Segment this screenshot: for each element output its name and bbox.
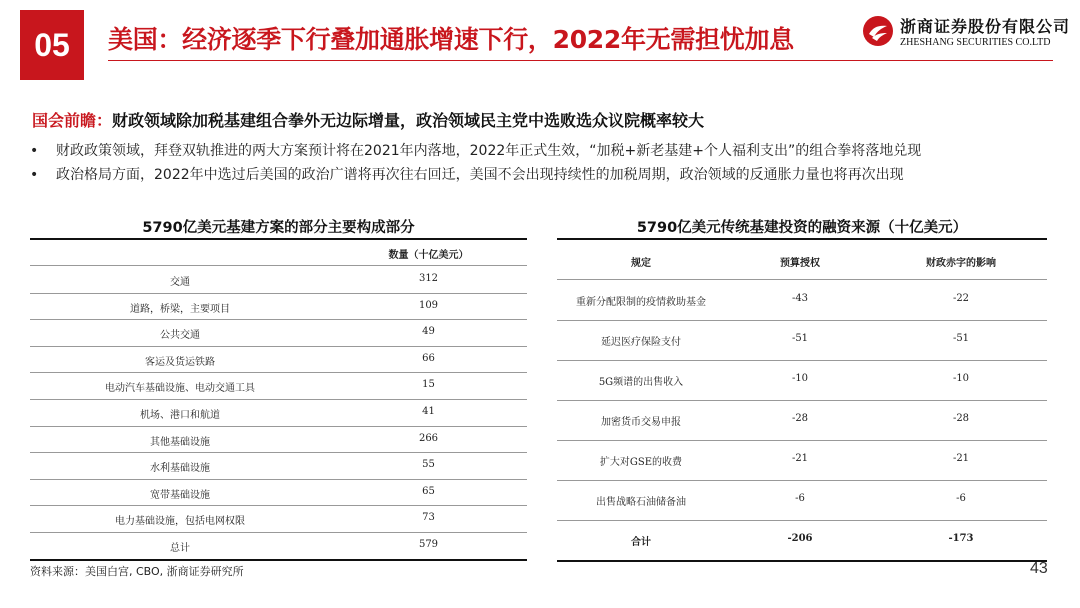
table1-cell-item: 水利基础设施: [150, 463, 210, 475]
table2-cell-deficit: -28: [952, 413, 970, 424]
headline-prefix: 国会前瞻：: [32, 111, 113, 130]
table1-cell-value: 55: [422, 459, 435, 471]
table2-cell-provision: 扩大对GSE的收费: [599, 457, 683, 468]
headline: [32, 108, 704, 131]
table1-cell-item: 公共交通: [160, 330, 200, 342]
table2-title: 5790亿美元传统基建投资的融资来源（十亿美元）: [636, 220, 968, 236]
bullet-item: [30, 164, 904, 184]
table1-cell-item: 道路，桥梁，主要项目: [130, 303, 230, 315]
table1-cell-item: 电力基础设施，包括电网权限: [115, 516, 245, 528]
table1-row-rule: [30, 319, 527, 320]
table2-cell-deficit: -10: [952, 373, 970, 384]
table1-row-rule: [30, 346, 527, 347]
logo-company-name: 浙商证券股份有限公司: [900, 17, 1071, 36]
headline-text: 财政领域除加税基建组合拳外无边际增量，政治领域民主党中选败选众议院概率较大: [112, 111, 705, 130]
table2-header-deficit: 财政赤字的影响: [926, 258, 996, 269]
table1-cell-value: 109: [418, 299, 439, 311]
section-number-badge: 05: [20, 10, 84, 80]
table2-cell-provision: 延迟医疗保险支付: [601, 337, 681, 348]
table1-cell-value: 73: [422, 512, 435, 524]
bullet-text: 财政政策领域，拜登双轨推进的两大方案预计将在2021年内落地，2022年正式生效，“加税+新老基建+个人福利支出”的组合拳将落地兑现: [56, 143, 922, 159]
table1-title: 5790亿美元基建方案的部分主要构成部分: [142, 220, 415, 236]
table2-cell-deficit: -22: [952, 293, 970, 304]
company-logo: [862, 14, 1070, 48]
table2-row-rule: [557, 480, 1047, 481]
bullet-dot-icon: •: [30, 167, 39, 183]
table2-row-rule: [557, 360, 1047, 361]
table1-cell-value: 66: [422, 352, 435, 364]
table1-cell-value: 41: [422, 406, 435, 417]
table1-cell-value: 65: [422, 485, 435, 497]
table2-total-label: 合计: [631, 537, 651, 548]
table1-row-rule: [30, 426, 527, 427]
table1-row-rule: [30, 293, 527, 294]
table2-cell-budget: -6: [795, 493, 805, 504]
title-divider: [108, 60, 1053, 61]
table2-cell-deficit: -21: [952, 453, 970, 464]
bullet-text: 政治格局方面，2022年中选过后美国的政治广谱将再次往右回迁，美国不会出现持续性的加税周期，政治领域的反通胀力量也将再次出现: [56, 167, 904, 183]
source-note: 资料来源：美国白宫, CBO, 浙商证券研究所: [30, 565, 244, 578]
table1-row-rule: [30, 399, 527, 400]
table1-cell-value: 15: [422, 379, 435, 391]
table1-header-amount: 数量（十亿美元）: [388, 250, 469, 261]
table1-bottom-rule: [30, 559, 527, 561]
table1-row-rule: [30, 532, 527, 533]
bullet-item: [30, 140, 921, 160]
table2-row-rule: [557, 320, 1047, 321]
table2-cell-budget: -28: [791, 413, 809, 424]
table1-row-rule: [30, 505, 527, 506]
table1-cell-value: 266: [418, 432, 439, 444]
page-number: 43: [1030, 560, 1048, 577]
page-title: 美国：经济逐季下行叠加通胀增速下行，2022年无需担忧加息: [108, 25, 794, 54]
table1-cell-value: 49: [422, 326, 435, 338]
table1-header-rule: [30, 265, 527, 266]
table1-cell-item: 客运及货运铁路: [145, 356, 215, 368]
table2-cell-provision: 重新分配限制的疫情救助基金: [576, 297, 706, 308]
table1-top-rule: [30, 238, 527, 240]
table2-cell-deficit: -6: [956, 493, 966, 504]
logo-company-name-en: ZHESHANG SECURITIES CO.LTD: [900, 37, 1051, 48]
table2-cell-budget: -51: [791, 333, 809, 344]
table1-row-rule: [30, 452, 527, 453]
table2-cell-deficit: -51: [952, 333, 970, 344]
bullet-dot-icon: •: [30, 143, 39, 159]
table2-header-rule: [557, 279, 1047, 280]
table2-row-rule: [557, 400, 1047, 401]
table1-cell-value: 579: [418, 539, 439, 550]
table2-total-deficit: -173: [948, 533, 974, 544]
table2-cell-provision: 5G频谱的出售收入: [598, 377, 684, 388]
table1-cell-item: 其他基础设施: [150, 436, 210, 448]
table1-cell-item: 宽带基础设施: [150, 489, 210, 501]
table1-cell-value: 312: [418, 273, 439, 284]
table2-total-budget: -206: [787, 533, 813, 544]
table2-row-rule: [557, 440, 1047, 441]
table2-cell-budget: -43: [791, 293, 809, 304]
table2-cell-provision: 加密货币交易申报: [601, 417, 681, 428]
table1-row-rule: [30, 372, 527, 373]
table2-cell-budget: -10: [791, 373, 809, 384]
zheshang-logo-icon: [862, 15, 894, 47]
table1-cell-item: 机场、港口和航道: [140, 410, 220, 421]
table2-top-rule: [557, 238, 1047, 240]
table2-cell-provision: 出售战略石油储备油: [596, 497, 686, 508]
table1-row-rule: [30, 479, 527, 480]
table2-header-budget: 预算授权: [780, 258, 820, 269]
table2-cell-budget: -21: [791, 453, 809, 464]
table2-bottom-rule: [557, 560, 1047, 562]
table1-cell-item: 电动汽车基础设施、电动交通工具: [105, 383, 255, 395]
table2-header-provision: 规定: [631, 258, 651, 269]
table1-cell-item: 交通: [170, 277, 190, 288]
table2-row-rule: [557, 520, 1047, 521]
table1-cell-item: 总计: [170, 543, 190, 554]
